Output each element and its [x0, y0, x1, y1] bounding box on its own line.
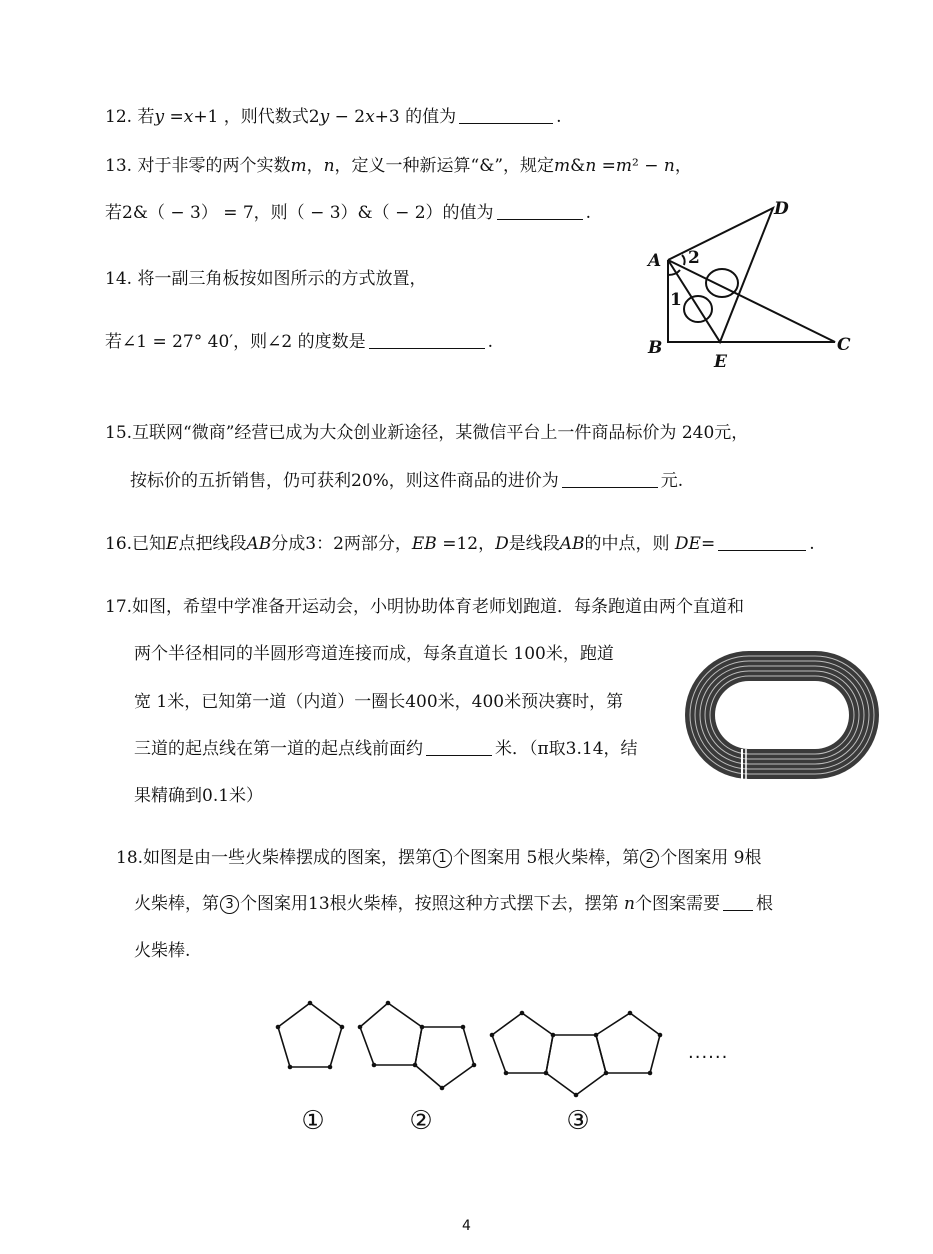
figure-label-2: ② — [409, 1106, 433, 1136]
q15-text: 按标价的五折销售，仍可获利20%，则这件商品的进价为 — [130, 471, 559, 491]
q16-var: DE — [674, 534, 701, 554]
q14-end: . — [487, 332, 494, 352]
q17-text: 两个半径相同的半圆形弯道连接而成，每条直道长 100米，跑道 — [134, 644, 614, 664]
triangle-ade — [668, 208, 773, 342]
q16-var: E — [166, 534, 179, 554]
q13-text: 若2&（ − 3） = 7，则（ − 3）&（ − 2）的值为 — [105, 203, 494, 223]
q16-text: 16.已知 — [105, 534, 167, 554]
answer-blank[interactable] — [426, 739, 492, 756]
q15-end: 元. — [660, 471, 684, 491]
q13-text: ，定义一种新运算“&”，规定 — [334, 156, 555, 176]
hole-ellipse — [706, 269, 738, 297]
q16-var: AB — [246, 534, 272, 554]
q12-text: 若 — [132, 107, 155, 127]
q16-text: 是线段 — [508, 534, 560, 554]
q12-text: +3 的值为 — [374, 107, 457, 127]
q16-text: =12， — [436, 534, 496, 554]
question-16 — [105, 533, 815, 555]
q14-text: 14. 将一副三角板按如图所示的方式放置， — [105, 269, 427, 289]
q18-text: 个图案用 9根 — [660, 848, 762, 868]
q13-text: ² − — [632, 156, 664, 176]
q13-var-n: n — [323, 156, 335, 176]
q15-text: 15.互联网“微商”经营已成为大众创业新途径，某微信平台上一件商品标价为 240元， — [105, 423, 749, 443]
q18-text: 个图案用13根火柴棒，按照这种方式摆下去，摆第 — [240, 894, 625, 914]
q16-var: D — [495, 534, 509, 554]
q18-text: 18.如图是由一些火柴棒摆成的图案，摆第 — [116, 848, 433, 868]
q16-text: 点把线段 — [178, 534, 247, 554]
figure-label-3: ③ — [566, 1106, 590, 1136]
matchstick-patterns-figure — [260, 995, 680, 1100]
q12-var-y: y — [154, 107, 165, 127]
q16-text: 分成3：2两部分， — [271, 534, 412, 554]
q13-end: . — [585, 203, 591, 223]
question-13-line2 — [105, 202, 591, 224]
q18-var-n: n — [624, 894, 635, 914]
q13-var-n: n — [663, 156, 675, 176]
q16-var: AB — [559, 534, 585, 554]
label-angle-1: 1 — [670, 290, 682, 310]
question-17-line1 — [105, 596, 744, 618]
q12-number: 12. — [105, 107, 133, 127]
track-infield — [715, 681, 849, 749]
q17-text: 米．（π取3.14，结 — [495, 739, 638, 759]
running-track-figure — [684, 650, 880, 780]
q12-var-x: x — [365, 107, 375, 127]
q16-var: EB — [411, 534, 437, 554]
figure-label-1: ① — [301, 1106, 325, 1136]
ellipsis: ...... — [688, 1042, 729, 1063]
q17-text: 17.如图，希望中学准备开运动会，小明协助体育老师划跑道．每条跑道由两个直道和 — [105, 597, 745, 617]
q13-var-m: m — [615, 156, 633, 176]
question-14-line1 — [105, 268, 426, 290]
q13-var-m: m — [554, 156, 571, 176]
page-number: 4 — [462, 1218, 471, 1234]
pentagon-pattern-2a — [360, 1003, 422, 1065]
q12-text: +1 ，则代数式2 — [193, 107, 320, 127]
q18-text: 个图案用 5根火柴棒，第 — [453, 848, 640, 868]
question-17-line2 — [134, 643, 614, 665]
q18-text: 火柴棒. — [134, 941, 191, 961]
question-14-line2 — [105, 331, 493, 353]
answer-blank[interactable] — [369, 332, 485, 349]
q12-var-x: x — [183, 107, 194, 127]
question-15-line1 — [105, 422, 748, 444]
answer-blank[interactable] — [718, 534, 806, 551]
question-13-line1 — [105, 155, 692, 177]
q12-end: . — [556, 107, 562, 127]
label-b: B — [648, 338, 663, 358]
q12-text: = — [164, 107, 184, 127]
q18-text: 火柴棒，第 — [134, 894, 219, 914]
angle-2-arc — [682, 255, 685, 265]
q13-var-m: m — [290, 156, 307, 176]
question-12 — [105, 106, 562, 128]
q12-text: − 2 — [329, 107, 366, 127]
pentagon-pattern-3c — [596, 1013, 660, 1073]
label-e: E — [714, 352, 727, 372]
question-18-line2 — [134, 893, 773, 915]
label-d: D — [774, 199, 789, 219]
question-17-line4 — [134, 738, 638, 760]
q16-text: 的中点，则 — [584, 534, 675, 554]
question-17-line5 — [134, 785, 263, 807]
circled-number-3: 3 — [220, 895, 239, 914]
q17-text: 宽 1米，已知第一道（内道）一圈长400米，400米预决赛时，第 — [134, 692, 624, 712]
pentagon-pattern-2b — [415, 1027, 474, 1088]
circled-number-1: 1 — [433, 849, 452, 868]
question-17-line3 — [134, 691, 623, 713]
question-18-line1 — [116, 847, 762, 869]
q13-text: = — [596, 156, 616, 176]
q16-text: = — [700, 534, 716, 554]
answer-blank[interactable] — [562, 471, 658, 488]
question-15-line2 — [130, 470, 683, 492]
q13-text: ， — [306, 156, 324, 176]
q13-var-n: n — [585, 156, 597, 176]
question-18-line3 — [134, 940, 190, 962]
q14-text: 若∠1 = 27° 40′，则∠2 的度数是 — [105, 332, 366, 352]
q12-var-y: y — [319, 107, 330, 127]
triangle-set-figure — [640, 195, 870, 375]
label-a: A — [648, 251, 662, 271]
label-c: C — [837, 335, 851, 355]
answer-blank[interactable] — [459, 107, 553, 124]
answer-blank[interactable] — [723, 894, 753, 911]
pentagon-pattern-1 — [278, 1003, 342, 1067]
q17-text: 三道的起点线在第一道的起点线前面约 — [134, 739, 423, 759]
q18-text: 个图案需要 — [635, 894, 720, 914]
q13-text: 13. 对于非零的两个实数 — [105, 156, 291, 176]
label-angle-2: 2 — [688, 248, 700, 268]
circled-number-2: 2 — [640, 849, 659, 868]
q13-text: & — [570, 156, 586, 176]
pentagon-pattern-3b — [546, 1035, 606, 1095]
pentagon-pattern-3a — [492, 1013, 553, 1073]
q17-text: 果精确到0.1米） — [134, 786, 264, 806]
q16-end: . — [809, 534, 815, 554]
q13-text: ， — [674, 156, 692, 176]
answer-blank[interactable] — [497, 203, 583, 220]
q18-text: 根 — [756, 894, 773, 914]
